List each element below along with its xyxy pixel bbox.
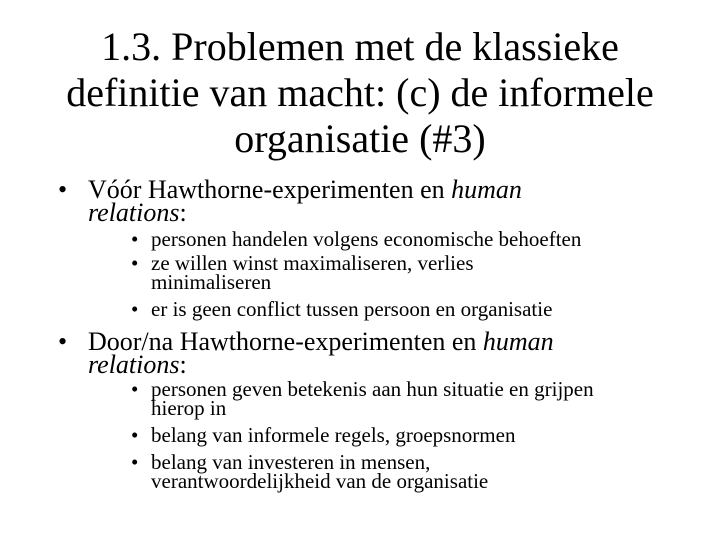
bullet-icon: • xyxy=(131,423,139,447)
bullet-icon: • xyxy=(131,377,139,401)
bullet-icon: • xyxy=(58,175,68,204)
bullet-icon: • xyxy=(58,327,68,356)
title-line: definitie van macht: (c) de informele xyxy=(66,70,654,115)
heading-text: Vóór Hawthorne-experimenten en human relations: xyxy=(88,175,522,227)
slide: 1.3. Problemen met de klassieke definitie van macht: (c) de informele organisatie (#3) • Vóór Hawthorne-experimenten en human relations: • personen handelen volgens economische behoeften • ze willen winst maximaliseren, verlies minimaliseren • er is geen conflict tussen persoon en organisatie • Door/na Hawthorne-experimenten en human relations: • personen geven betekenis aan hun situatie en grijpen hierop in • belang van informele regels, groepsnormen • belang van investeren in mensen, verantwoordelijkheid van de organisatie xyxy=(0,0,720,540)
bullet-icon: • xyxy=(131,297,139,321)
heading-text: Door/na Hawthorne-experimenten en human relations: xyxy=(88,327,554,379)
title-line: organisatie (#3) xyxy=(234,116,486,161)
bullet-icon: • xyxy=(131,251,139,275)
bullet-icon: • xyxy=(131,227,139,251)
slide-title xyxy=(20,24,700,162)
title-line: 1.3. Problemen met de klassieke xyxy=(101,24,619,69)
bullet-icon: • xyxy=(131,450,139,474)
